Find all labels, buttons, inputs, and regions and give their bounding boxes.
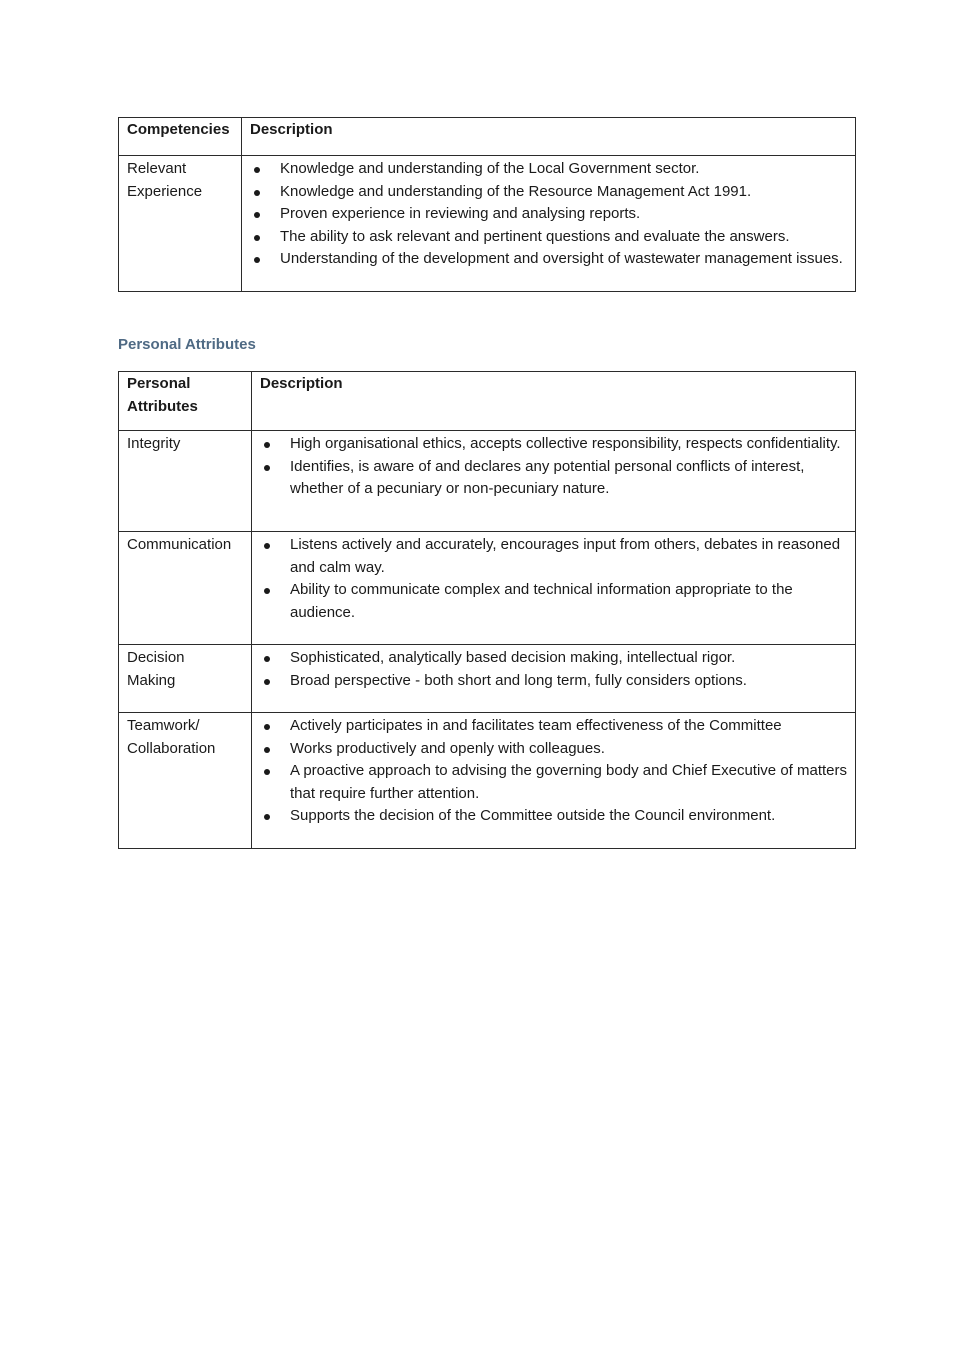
bullet-list [250, 158, 847, 271]
list-item: Actively participates in and facilitates team effectiveness of the Committee [260, 715, 847, 738]
competencies-table [118, 117, 856, 292]
row-description [252, 645, 856, 713]
table-row [119, 713, 856, 849]
table-row [119, 532, 856, 645]
row-label-line: Teamwork/ [127, 717, 200, 734]
table-row [119, 156, 856, 292]
row-description [252, 532, 856, 645]
list-item: Knowledge and understanding of the Resource Management Act 1991. [250, 181, 847, 204]
competencies-header: Competencies [119, 118, 242, 156]
row-description [242, 156, 856, 292]
table-row [119, 431, 856, 532]
row-label [119, 713, 252, 849]
row-label [119, 156, 242, 292]
row-description [252, 713, 856, 849]
bullet-list [260, 534, 847, 624]
list-item: High organisational ethics, accepts collective responsibility, respects confidentiality. [260, 433, 847, 456]
list-item: The ability to ask relevant and pertinent questions and evaluate the answers. [250, 226, 847, 249]
table-header-row [119, 372, 856, 431]
list-item: Identifies, is aware of and declares any potential personal conflicts of interest, whether of a pecuniary or non-pecuniary nature. [260, 456, 847, 501]
row-label [119, 645, 252, 713]
list-item: Knowledge and understanding of the Local Government sector. [250, 158, 847, 181]
row-label-line: Experience [127, 182, 203, 200]
row-label [119, 431, 252, 532]
bullet-list [260, 715, 847, 828]
section-heading: Personal Attributes [118, 336, 256, 353]
list-item: Proven experience in reviewing and analysing reports. [250, 203, 847, 226]
list-item: A proactive approach to advising the governing body and Chief Executive of matters that require further attention. [260, 760, 847, 805]
list-item: Listens actively and accurately, encourages input from others, debates in reasoned and calm way. [260, 534, 847, 579]
description-header: Description [242, 118, 856, 156]
table-row [119, 645, 856, 713]
list-item: Understanding of the development and oversight of wastewater management issues. [250, 248, 847, 271]
row-label-line: Collaboration [127, 739, 216, 757]
personal-attributes-table [118, 371, 856, 849]
list-item: Supports the decision of the Committee outside the Council environment. [260, 805, 847, 828]
row-label [119, 532, 252, 645]
row-label-line: Relevant [127, 160, 187, 177]
row-label-line: Communication [127, 536, 232, 553]
list-item: Works productively and openly with colleagues. [260, 738, 847, 761]
list-item: Ability to communicate complex and technical information appropriate to the audience. [260, 579, 847, 624]
personal-attributes-header: Personal Attributes [119, 372, 252, 431]
row-label-line: Making [127, 671, 176, 689]
bullet-list [260, 433, 847, 501]
row-label-line: Integrity [127, 435, 181, 452]
list-item: Broad perspective - both short and long term, fully considers options. [260, 670, 847, 693]
list-item: Sophisticated, analytically based decision making, intellectual rigor. [260, 647, 847, 670]
row-label-line: Decision [127, 649, 185, 666]
description-header: Description [252, 372, 856, 431]
table-header-row [119, 118, 856, 156]
row-description [252, 431, 856, 532]
bullet-list [260, 647, 847, 692]
